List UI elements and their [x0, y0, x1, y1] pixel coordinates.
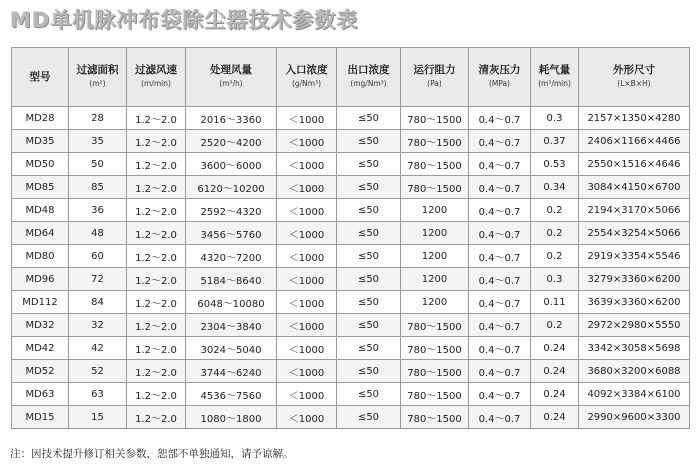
- table-cell: 1080～1800: [186, 406, 277, 429]
- table-cell: 60: [69, 245, 127, 268]
- table-cell: 0.4～0.7: [469, 107, 531, 130]
- table-row: [12, 199, 690, 222]
- table-cell: 5184～8640: [186, 268, 277, 291]
- column-header-unit: (m/min): [141, 79, 171, 88]
- table-cell: 2554×3254×5066: [579, 222, 690, 245]
- table-cell: MD85: [12, 176, 69, 199]
- table-cell: 0.2: [531, 199, 579, 222]
- table-cell: 1.2～2.0: [127, 268, 186, 291]
- column-header: [12, 48, 69, 107]
- table-cell: 35: [69, 130, 127, 153]
- column-header: [579, 48, 690, 107]
- table-cell: 0.34: [531, 176, 579, 199]
- table-cell: ＜1000: [277, 176, 337, 199]
- table-cell: ＜1000: [277, 383, 337, 406]
- table-cell: MD50: [12, 153, 69, 176]
- table-cell: MD96: [12, 268, 69, 291]
- table-cell: ＜1000: [277, 222, 337, 245]
- table-cell: ＜1000: [277, 291, 337, 314]
- column-header-label: 过滤风速: [135, 64, 177, 76]
- table-cell: 2592～4320: [186, 199, 277, 222]
- table-cell: 0.24: [531, 337, 579, 360]
- table-cell: 4320～7200: [186, 245, 277, 268]
- table-cell: 36: [69, 199, 127, 222]
- table-cell: 2990×9600×3300: [579, 406, 690, 429]
- table-cell: 1200: [401, 245, 469, 268]
- table-cell: 780～1500: [401, 337, 469, 360]
- table-cell: 3456～5760: [186, 222, 277, 245]
- table-cell: ≤50: [337, 291, 401, 314]
- table-cell: 1.2～2.0: [127, 176, 186, 199]
- table-cell: 0.2: [531, 314, 579, 337]
- table-cell: 84: [69, 291, 127, 314]
- table-cell: 1200: [401, 222, 469, 245]
- column-header-label: 型号: [29, 71, 51, 83]
- table-cell: 0.11: [531, 291, 579, 314]
- table-cell: 1.2～2.0: [127, 199, 186, 222]
- table-cell: ≤50: [337, 268, 401, 291]
- column-header-label: 出口浓度: [347, 64, 390, 76]
- table-cell: 1.2～2.0: [127, 130, 186, 153]
- column-header-unit: (g/Nm³): [291, 79, 322, 88]
- table-cell: 0.4～0.7: [469, 291, 531, 314]
- table-cell: 0.2: [531, 245, 579, 268]
- table-cell: 0.4～0.7: [469, 268, 531, 291]
- table-cell: 3279×3360×6200: [579, 268, 690, 291]
- table-row: [12, 291, 690, 314]
- column-header: [469, 48, 531, 107]
- table-cell: 0.24: [531, 360, 579, 383]
- table-cell: 0.4～0.7: [469, 222, 531, 245]
- table-cell: 0.4～0.7: [469, 337, 531, 360]
- table-cell: 1200: [401, 199, 469, 222]
- table-cell: 3639×3360×6200: [579, 291, 690, 314]
- column-header-unit: (m³/min): [538, 79, 571, 88]
- table-cell: 0.4～0.7: [469, 199, 531, 222]
- table-cell: ＜1000: [277, 268, 337, 291]
- table-cell: ＜1000: [277, 107, 337, 130]
- table-row: [12, 268, 690, 291]
- table-cell: 4092×3384×6100: [579, 383, 690, 406]
- table-cell: 0.2: [531, 222, 579, 245]
- table-cell: ＜1000: [277, 153, 337, 176]
- table-cell: 1.2～2.0: [127, 222, 186, 245]
- table-cell: 0.4～0.7: [469, 360, 531, 383]
- table-cell: ≤50: [337, 383, 401, 406]
- table-row: [12, 360, 690, 383]
- table-header-row: [12, 48, 690, 107]
- column-header-unit: (m²): [89, 79, 106, 88]
- column-header-label: 运行阻力: [413, 64, 456, 76]
- table-cell: ≤50: [337, 245, 401, 268]
- table-cell: 3024～5040: [186, 337, 277, 360]
- table-cell: 780～1500: [401, 406, 469, 429]
- table-cell: 52: [69, 360, 127, 383]
- page-title: MD单机脉冲布袋除尘器技术参数表: [10, 8, 359, 32]
- table-cell: 1.2～2.0: [127, 383, 186, 406]
- table-cell: 1.2～2.0: [127, 245, 186, 268]
- table-cell: 2550×1516×4646: [579, 153, 690, 176]
- table-cell: 780～1500: [401, 153, 469, 176]
- table-cell: ＜1000: [277, 360, 337, 383]
- table-cell: 0.4～0.7: [469, 314, 531, 337]
- table-cell: MD35: [12, 130, 69, 153]
- table-row: [12, 153, 690, 176]
- table-cell: 0.4～0.7: [469, 176, 531, 199]
- table-cell: 3084×4150×6700: [579, 176, 690, 199]
- table-row: [12, 245, 690, 268]
- table-cell: 1200: [401, 291, 469, 314]
- table-row: [12, 222, 690, 245]
- table-cell: 0.4～0.7: [469, 383, 531, 406]
- table-cell: 0.24: [531, 383, 579, 406]
- table-cell: 1.2～2.0: [127, 314, 186, 337]
- table-cell: 2016～3360: [186, 107, 277, 130]
- table-cell: 2520～4200: [186, 130, 277, 153]
- table-cell: 780～1500: [401, 314, 469, 337]
- column-header-unit: (m³/h): [219, 79, 243, 88]
- table-cell: 1.2～2.0: [127, 153, 186, 176]
- footnote: 注：因技术提升修订相关参数，恕部不单独通知，请予谅解。: [10, 448, 294, 460]
- table-cell: 780～1500: [401, 176, 469, 199]
- column-header-unit: (L×B×H): [617, 79, 651, 88]
- table-cell: 1.2～2.0: [127, 406, 186, 429]
- table-cell: 15: [69, 406, 127, 429]
- column-header: [277, 48, 337, 107]
- table-cell: ≤50: [337, 337, 401, 360]
- table-cell: 0.37: [531, 130, 579, 153]
- table-cell: MD64: [12, 222, 69, 245]
- table-cell: 28: [69, 107, 127, 130]
- table-body: [12, 107, 690, 429]
- table-cell: MD42: [12, 337, 69, 360]
- table-row: [12, 406, 690, 429]
- table-cell: 85: [69, 176, 127, 199]
- table-cell: 2304～3840: [186, 314, 277, 337]
- table-cell: 2194×3170×5066: [579, 199, 690, 222]
- table-cell: MD28: [12, 107, 69, 130]
- table-cell: MD32: [12, 314, 69, 337]
- table-cell: 3680×3200×6088: [579, 360, 690, 383]
- table-cell: 4536～7560: [186, 383, 277, 406]
- column-header-label: 外形尺寸: [613, 64, 655, 76]
- table-cell: ＜1000: [277, 406, 337, 429]
- column-header: [186, 48, 277, 107]
- table-cell: 2157×1350×4280: [579, 107, 690, 130]
- column-header-unit: (mg/Nm³): [350, 79, 387, 88]
- table-cell: 2919×3354×5546: [579, 245, 690, 268]
- table-cell: 63: [69, 383, 127, 406]
- table-cell: ＜1000: [277, 245, 337, 268]
- table-cell: 0.3: [531, 268, 579, 291]
- spec-table: [11, 47, 690, 429]
- table-cell: 0.3: [531, 107, 579, 130]
- table-cell: MD52: [12, 360, 69, 383]
- table-cell: 3600～6000: [186, 153, 277, 176]
- table-cell: 780～1500: [401, 360, 469, 383]
- table-cell: 1.2～2.0: [127, 337, 186, 360]
- table-cell: MD63: [12, 383, 69, 406]
- table-row: [12, 107, 690, 130]
- column-header: [69, 48, 127, 107]
- table-cell: ≤50: [337, 130, 401, 153]
- table-cell: 780～1500: [401, 383, 469, 406]
- table-cell: 32: [69, 314, 127, 337]
- table-cell: 3342×3058×5698: [579, 337, 690, 360]
- table-cell: 0.4～0.7: [469, 406, 531, 429]
- table-cell: ≤50: [337, 360, 401, 383]
- table-cell: 780～1500: [401, 130, 469, 153]
- table-cell: 2972×2980×5550: [579, 314, 690, 337]
- table-cell: MD15: [12, 406, 69, 429]
- column-header: [127, 48, 186, 107]
- column-header-label: 处理风量: [210, 64, 252, 76]
- table-cell: 1.2～2.0: [127, 291, 186, 314]
- table-cell: MD80: [12, 245, 69, 268]
- table-cell: MD112: [12, 291, 69, 314]
- table-cell: 2406×1166×4466: [579, 130, 690, 153]
- table-cell: ＜1000: [277, 314, 337, 337]
- column-header-unit: (MPa): [488, 79, 511, 88]
- table-cell: ≤50: [337, 107, 401, 130]
- table-cell: 1.2～2.0: [127, 107, 186, 130]
- table-row: [12, 130, 690, 153]
- table-row: [12, 314, 690, 337]
- table-cell: 48: [69, 222, 127, 245]
- table-cell: 72: [69, 268, 127, 291]
- table-cell: 0.24: [531, 406, 579, 429]
- table-cell: ≤50: [337, 153, 401, 176]
- table-cell: 0.4～0.7: [469, 245, 531, 268]
- table-cell: ≤50: [337, 406, 401, 429]
- table-row: [12, 337, 690, 360]
- table-cell: ≤50: [337, 176, 401, 199]
- table-cell: 1200: [401, 268, 469, 291]
- table-cell: 42: [69, 337, 127, 360]
- table-cell: 780～1500: [401, 107, 469, 130]
- table-row: [12, 176, 690, 199]
- column-header-label: 入口浓度: [285, 64, 328, 76]
- table-cell: 6120～10200: [186, 176, 277, 199]
- table-cell: ≤50: [337, 222, 401, 245]
- table-cell: 50: [69, 153, 127, 176]
- table-cell: ＜1000: [277, 337, 337, 360]
- table-cell: 6048～10080: [186, 291, 277, 314]
- column-header-label: 清灰压力: [478, 64, 521, 76]
- column-header-unit: (Pa): [427, 79, 442, 88]
- table-cell: ＜1000: [277, 199, 337, 222]
- column-header-label: 耗气量: [538, 64, 571, 76]
- table-row: [12, 383, 690, 406]
- table-cell: MD48: [12, 199, 69, 222]
- column-header: [531, 48, 579, 107]
- table-cell: ≤50: [337, 314, 401, 337]
- table-cell: ＜1000: [277, 130, 337, 153]
- table-cell: 0.53: [531, 153, 579, 176]
- column-header: [337, 48, 401, 107]
- table-cell: 3744～6240: [186, 360, 277, 383]
- column-header-label: 过滤面积: [76, 64, 119, 76]
- table-cell: 0.4～0.7: [469, 130, 531, 153]
- table-cell: 0.4～0.7: [469, 153, 531, 176]
- table-cell: 1.2～2.0: [127, 360, 186, 383]
- table-cell: ≤50: [337, 199, 401, 222]
- column-header: [401, 48, 469, 107]
